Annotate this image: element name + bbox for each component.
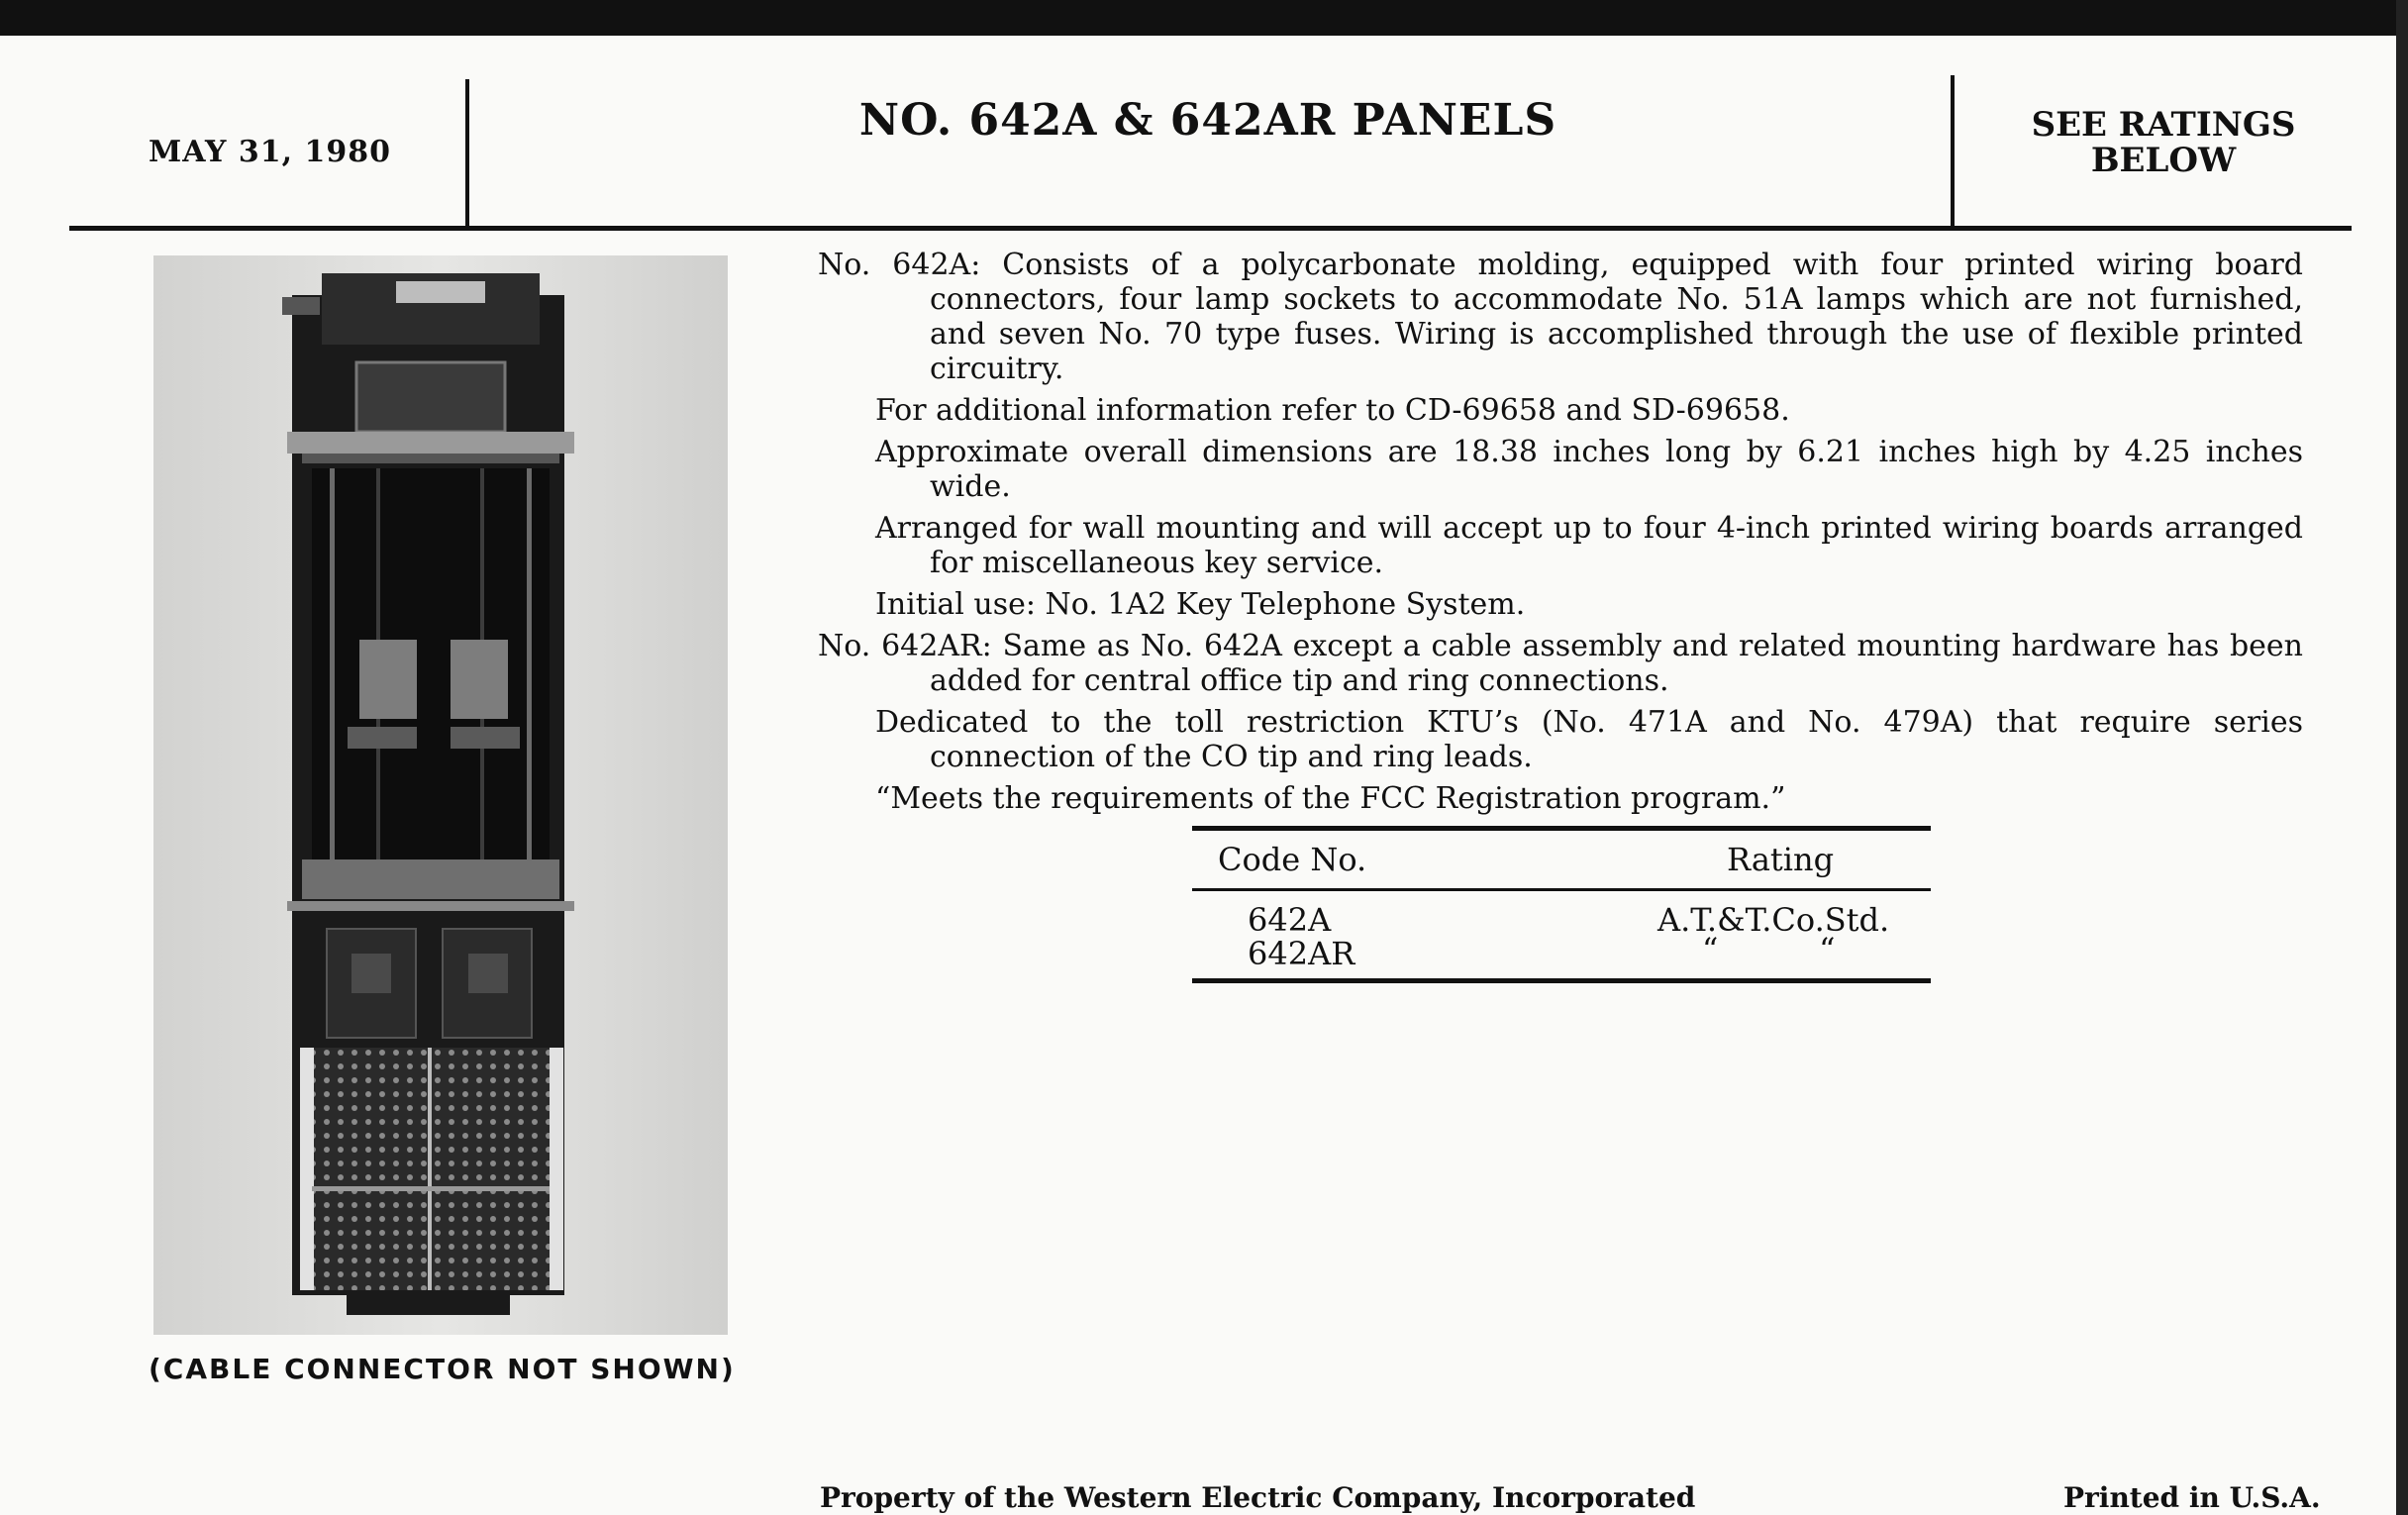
ratings-table [1192,826,1931,983]
rating-note-line1: SEE RATINGS [2031,105,2296,145]
table-bottom-rule [1192,978,1931,983]
paragraph-initial-use: Initial use: No. 1A2 Key Telephone System. [875,587,1526,622]
footer-property: Property of the Western Electric Company, Incorporated [820,1481,1696,1514]
table-body [1192,891,1931,978]
figure-caption: (CABLE CONNECTOR NOT SHOWN) [149,1353,736,1385]
footer-printed: Printed in U.S.A. [2063,1481,2321,1514]
spec-card [0,36,2396,1515]
page-title: NO. 642A & 642AR PANELS [858,95,1557,146]
issue-date: MAY 31, 1980 [149,135,391,169]
rating-note-line2: BELOW [2090,141,2237,180]
card-edge [2396,0,2408,1515]
paragraph-dedicated: Dedicated to the toll restriction KTU’s (No. 471A and No. 479A) that require series connection of the CO tip and ring leads. [875,705,2303,774]
paragraph-dimensions: Approximate overall dimensions are 18.38 inches long by 6.21 inches high by 4.25 inches wide. [875,435,2303,504]
paragraph-references: For additional information refer to CD-69658 and SD-69658. [875,393,1790,428]
paragraph-mounting: Arranged for wall mounting and will accept up to four 4-inch printed wiring boards arranged for miscellaneous key service. [875,511,2303,580]
header-divider-right [1951,75,1955,226]
paragraph-642a: No. 642A: Consists of a polycarbonate molding, equipped with four printed wiring board connectors, four lamp sockets to accommodate No. 51A lamps which are not furnished, and seven No. 70 type fuses. Wiring is accomplished through the use of flexible printed circuitry. [818,248,2303,386]
row-1-rating: “ “ [1702,931,1836,968]
description-text [818,248,2303,823]
header-rating: Rating [1727,841,1835,878]
panel-photo [153,255,728,1335]
rating-note [1956,107,2371,178]
header-code: Code No. [1218,841,1367,878]
row-0-code: 642A [1248,901,1332,939]
paragraph-642ar: No. 642AR: Same as No. 642A except a cable assembly and related mounting hardware has been added for central office tip and ring connections. [818,629,2303,698]
row-0-rating: A.T.&T.Co.Std. [1657,901,1890,939]
table-header-row [1192,831,1931,888]
header-rule [69,226,2352,231]
row-1-code: 642AR [1248,935,1355,972]
paragraph-fcc: “Meets the requirements of the FCC Registration program.” [875,781,1786,816]
